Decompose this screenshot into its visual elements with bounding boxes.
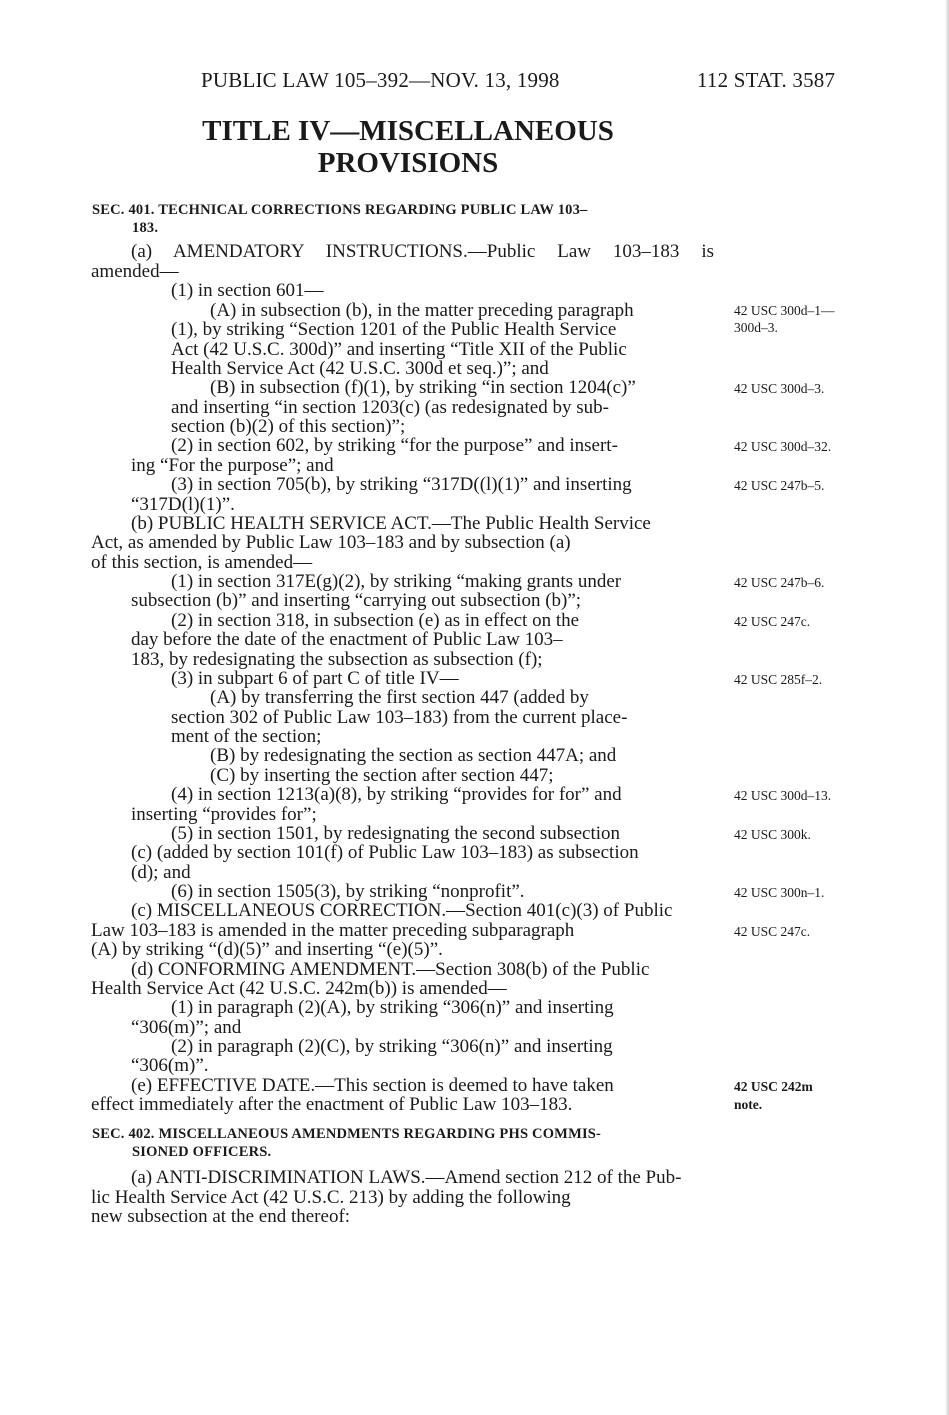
body-line: (6) in section 1505(3), by striking “nonprofit”. [171,881,525,902]
body-line: ment of the section; [171,726,322,747]
margin-note: 300d–3. [734,320,778,335]
margin-note: 42 USC 300d–1— [734,303,835,318]
body-line: effect immediately after the enactment of Public Law 103–183. [91,1094,573,1115]
body-line: new subsection at the end thereof: [91,1206,351,1227]
margin-note: 42 USC 300d–32. [734,439,832,454]
body-line: (2) in section 318, in subsection (e) as in effect on the [171,610,580,631]
body-line: Health Service Act (42 U.S.C. 300d et seq.)”; and [171,358,549,379]
body-line: (1) in section 317E(g)(2), by striking “making grants under [171,571,622,592]
body-line: “306(m)”. [131,1055,209,1076]
body-line: (d) CONFORMING AMENDMENT.—Section 308(b) of the Public [131,959,650,980]
margin-note: 42 USC 247b–5. [734,478,825,493]
body-line: Health Service Act (42 U.S.C. 242m(b)) is amended— [91,978,507,999]
section-401-heading: SEC. 401. TECHNICAL CORRECTIONS REGARDING PUBLIC LAW 103– [92,202,588,218]
body-line: (B) in subsection (f)(1), by striking “in section 1204(c)” [210,377,636,398]
body-line: of this section, is amended— [91,552,313,573]
body-line: (4) in section 1213(a)(8), by striking “provides for for” and [171,784,622,805]
body-line: 183, by redesignating the subsection as subsection (f); [131,649,543,670]
body-line: (A) by transferring the first section 447 (added by [210,687,589,708]
body-line: Law 103–183 is amended in the matter preceding subparagraph [91,920,575,941]
body-line: (2) in paragraph (2)(C), by striking “306(n)” and inserting [171,1036,613,1057]
body-line: (1) in paragraph (2)(A), by striking “306(n)” and inserting [171,997,614,1018]
margin-note: 42 USC 242m [734,1079,813,1094]
body-line: (d); and [131,862,191,883]
body-line: (B) by redesignating the section as section 447A; and [210,745,617,766]
body-line: (e) EFFECTIVE DATE.—This section is deemed to have taken [131,1075,614,1096]
body-line: (b) PUBLIC HEALTH SERVICE ACT.—The Public Health Service [131,513,651,534]
body-line: section 302 of Public Law 103–183) from the current place- [171,707,628,728]
body-line: (C) by inserting the section after section 447; [210,765,554,786]
body-line: (3) in section 705(b), by striking “317D((l)(1)” and inserting [171,474,632,495]
margin-note: 42 USC 300d–3. [734,381,825,396]
body-line: ing “For the purpose”; and [131,455,334,476]
running-header-left: PUBLIC LAW 105–392—NOV. 13, 1998 [201,68,560,92]
body-line: (2) in section 602, by striking “for the purpose” and insert- [171,435,618,456]
body-line: (A) in subsection (b), in the matter preceding paragraph [210,300,634,321]
body-line: subsection (b)” and inserting “carrying out subsection (b)”; [131,590,582,611]
title-line-1: TITLE IV—MISCELLANEOUS [202,115,614,147]
body-line: and inserting “in section 1203(c) (as redesignated by sub- [171,397,609,418]
body-line: Act (42 U.S.C. 300d)” and inserting “Title XII of the Public [171,339,627,360]
body-line: lic Health Service Act (42 U.S.C. 213) by adding the following [91,1187,571,1208]
margin-note: 42 USC 300n–1. [734,885,825,900]
section-401-heading-cont: 183. [132,220,159,236]
body-line: section (b)(2) of this section)”; [171,416,406,437]
margin-note: note. [734,1097,763,1112]
body-line: (1), by striking “Section 1201 of the Public Health Service [171,319,617,340]
margin-note: 42 USC 285f–2. [734,672,823,687]
title-line-2: PROVISIONS [317,147,499,179]
body-line: day before the date of the enactment of Public Law 103– [131,629,563,650]
body-line: (a) ANTI-DISCRIMINATION LAWS.—Amend section 212 of the Pub- [131,1167,682,1188]
body-line: (c) (added by section 101(f) of Public Law 103–183) as subsection [131,842,639,863]
body-line: amended— [91,261,179,282]
body-line: (3) in subpart 6 of part C of title IV— [171,668,459,689]
page-edge-shadow [945,0,949,1415]
section-402-heading: SEC. 402. MISCELLANEOUS AMENDMENTS REGARDING PHS COMMIS- [92,1126,602,1142]
margin-note: 42 USC 300d–13. [734,788,832,803]
body-line: (a) AMENDATORY INSTRUCTIONS.—Public Law 103–183 is [131,241,714,262]
body-line: (c) MISCELLANEOUS CORRECTION.—Section 401(c)(3) of Public [131,900,673,921]
body-line: “317D(l)(1)”. [131,494,235,515]
margin-note: 42 USC 247c. [734,614,811,629]
body-line: inserting “provides for”; [131,804,317,825]
running-header-right: 112 STAT. 3587 [697,68,836,92]
body-line: (5) in section 1501, by redesignating the second subsection [171,823,621,844]
margin-note: 42 USC 300k. [734,827,811,842]
margin-note: 42 USC 247c. [734,924,811,939]
body-line: (1) in section 601— [171,280,324,301]
section-402-heading-cont: SIONED OFFICERS. [132,1144,272,1160]
body-line: Act, as amended by Public Law 103–183 and by subsection (a) [91,532,571,553]
margin-note: 42 USC 247b–6. [734,575,825,590]
body-line: “306(m)”; and [131,1017,242,1038]
body-line: (A) by striking “(d)(5)” and inserting “(e)(5)”. [91,939,443,960]
